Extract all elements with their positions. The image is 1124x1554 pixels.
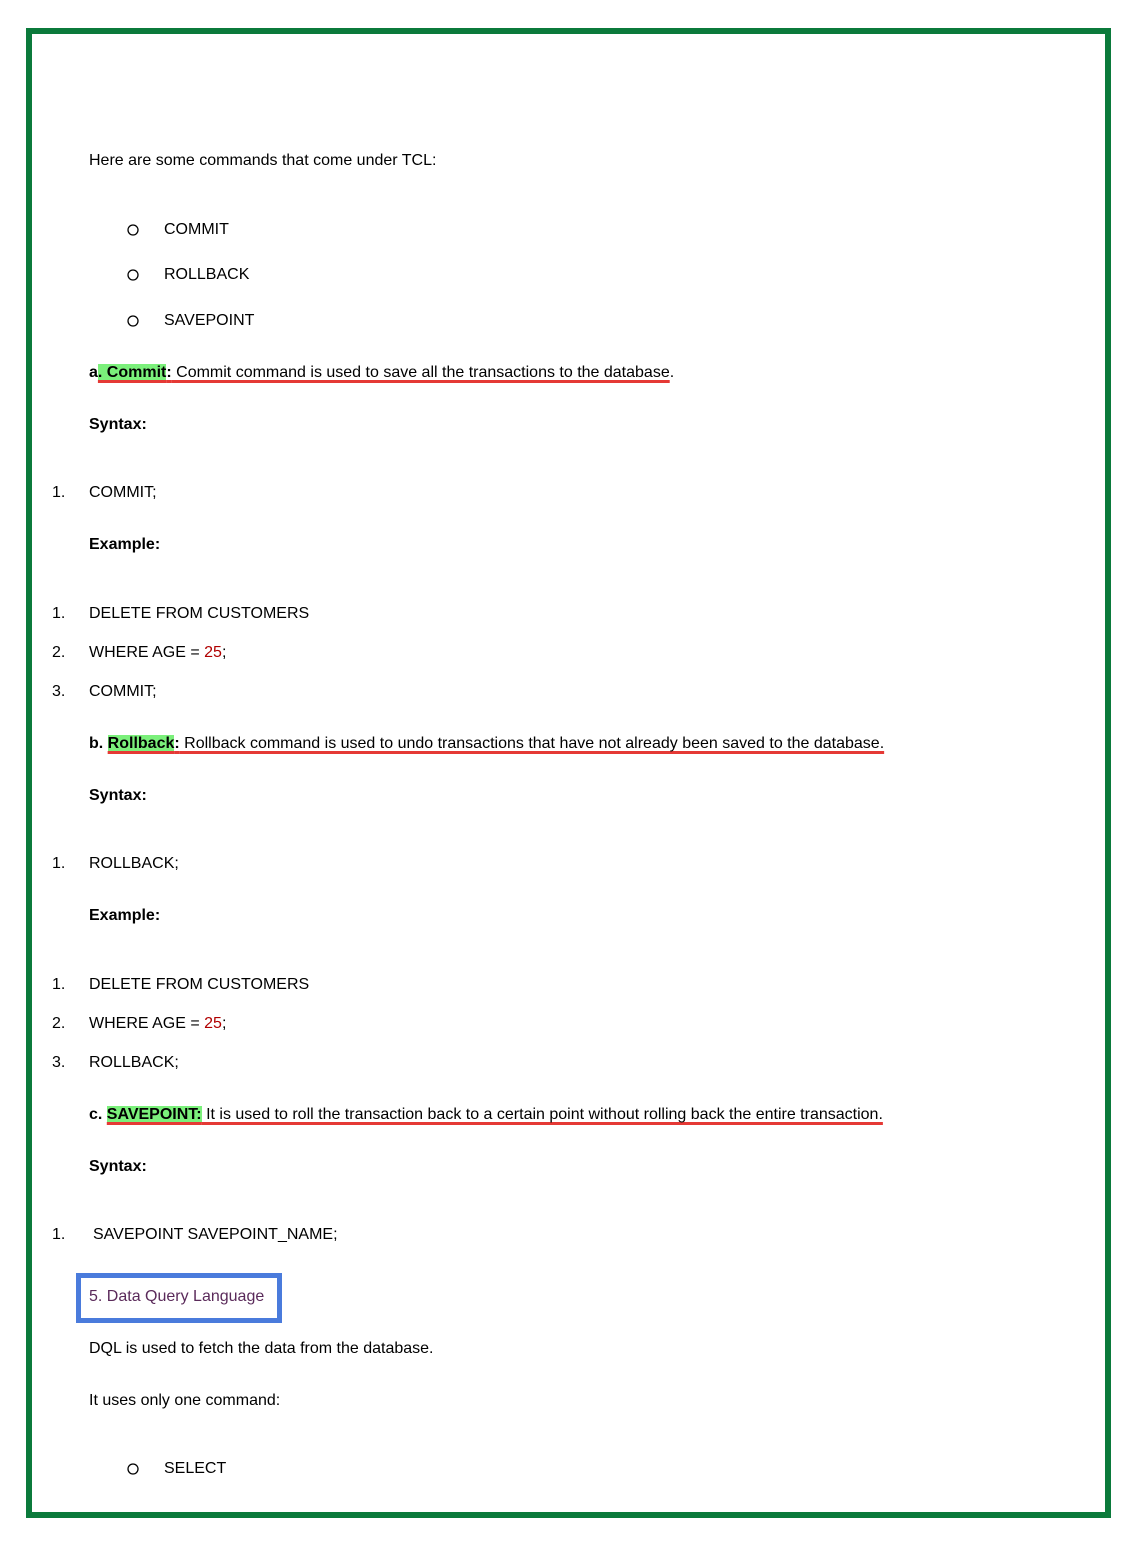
line-number: 3.	[52, 683, 66, 700]
savepoint-syntax-label: Syntax:	[89, 1158, 147, 1175]
list-item: SAVEPOINT	[164, 312, 255, 329]
list-item: ROLLBACK	[164, 266, 250, 283]
commit-syntax-label: Syntax:	[89, 416, 147, 433]
line-number: 1.	[52, 484, 66, 501]
dql-uses-text: It uses only one command:	[89, 1392, 281, 1409]
line-number: 1.	[52, 605, 66, 622]
line-number: 1.	[52, 976, 66, 993]
rollback-definition	[89, 734, 884, 754]
circle-bullet-icon	[126, 223, 140, 237]
savepoint-description: It is used to roll the transaction back to a certain point without rolling back the entire transaction.	[201, 1106, 883, 1123]
savepoint-syntax-code: SAVEPOINT SAVEPOINT_NAME;	[93, 1226, 338, 1243]
line-number: 1.	[52, 1226, 66, 1243]
commit-colon: :	[166, 364, 172, 381]
commit-term: . Commit	[97, 364, 167, 381]
commit-syntax-code: COMMIT;	[89, 484, 157, 501]
rollback-prefix: b.	[89, 735, 108, 752]
numeric-literal: 25	[204, 644, 222, 661]
rollback-description: Rollback command is used to undo transactions that have not already been saved to the database.	[179, 735, 885, 752]
list-item: COMMIT	[164, 221, 229, 238]
commit-period: .	[669, 364, 675, 381]
savepoint-prefix: c.	[89, 1106, 107, 1123]
intro-text: Here are some commands that come under TCL:	[89, 152, 437, 169]
code-line: WHERE AGE = 25;	[89, 1015, 227, 1032]
commit-definition	[89, 363, 674, 383]
circle-bullet-icon	[126, 1462, 140, 1476]
savepoint-definition	[89, 1105, 883, 1125]
line-number: 2.	[52, 644, 66, 661]
list-item: SELECT	[164, 1460, 227, 1477]
dql-description: DQL is used to fetch the data from the database.	[89, 1340, 434, 1357]
rollback-colon: :	[174, 735, 180, 752]
commit-prefix: a	[89, 364, 98, 381]
dql-heading: 5. Data Query Language	[89, 1288, 265, 1305]
commit-description: Commit command is used to save all the transactions to the database	[171, 364, 670, 381]
code-line: ROLLBACK;	[89, 1054, 179, 1071]
circle-bullet-icon	[126, 268, 140, 282]
circle-bullet-icon	[126, 314, 140, 328]
rollback-syntax-code: ROLLBACK;	[89, 855, 179, 872]
code-line: DELETE FROM CUSTOMERS	[89, 976, 310, 993]
rollback-example-label: Example:	[89, 907, 161, 924]
code-line: COMMIT;	[89, 683, 157, 700]
numeric-literal: 25	[204, 1015, 222, 1032]
line-number: 2.	[52, 1015, 66, 1032]
line-number: 3.	[52, 1054, 66, 1071]
rollback-term: Rollback	[107, 735, 175, 752]
savepoint-term: SAVEPOINT:	[106, 1106, 202, 1123]
commit-example-label: Example:	[89, 536, 161, 553]
code-line: WHERE AGE = 25;	[89, 644, 227, 661]
code-line: DELETE FROM CUSTOMERS	[89, 605, 310, 622]
line-number: 1.	[52, 855, 66, 872]
rollback-syntax-label: Syntax:	[89, 787, 147, 804]
